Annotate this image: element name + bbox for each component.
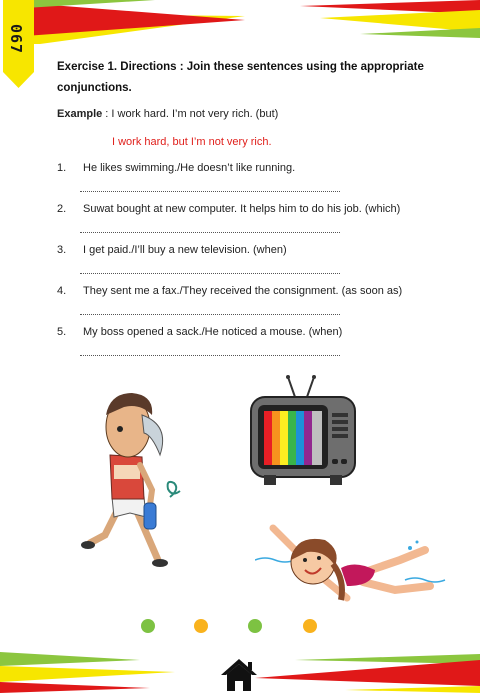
question-5 [57,326,342,338]
question-text: He likes swimming./He doesn’t like running. [83,162,296,174]
answer-line-4[interactable] [80,314,340,315]
example-label: Example [57,108,103,120]
question-text: My boss opened a sack./He noticed a mouse. (when) [83,326,343,338]
question-3 [57,244,287,256]
top-right-stripes [300,0,480,44]
answer-line-3[interactable] [80,273,340,274]
question-number: 4. [57,285,67,297]
question-number: 3. [57,244,67,256]
question-text: I get paid./I’ll buy a new television. (when) [83,244,287,256]
answer-line-5[interactable] [80,355,340,356]
bottom-left-stripes [0,648,215,693]
question-4 [57,285,402,297]
dot-orange-2 [303,619,317,633]
example-answer: I work hard, but I’m not very rich. [112,136,272,148]
question-number: 5. [57,326,67,338]
question-number: 2. [57,203,67,215]
page-number: 067 [7,23,25,55]
home-icon[interactable] [219,657,259,693]
swimming-girl-illustration [255,520,450,625]
question-text: Suwat bought at new computer. It helps him to do his job. (which) [83,203,401,215]
television-illustration [250,375,356,487]
question-2 [57,203,400,215]
question-1 [57,162,295,174]
question-text: They sent me a fax./They received the consignment. (as soon as) [83,285,403,297]
answer-line-1[interactable] [80,191,340,192]
dot-green-2 [248,619,262,633]
question-number: 1. [57,162,67,174]
dot-orange-1 [194,619,208,633]
example-line [57,108,278,120]
exercise-title: Exercise 1. Directions : Join these sentences using the appropriate conjunctions. [57,61,424,94]
dot-green-1 [141,619,155,633]
bottom-right-stripes [255,648,480,693]
example-text: : I work hard. I’m not very rich. (but) [102,108,279,120]
running-man-illustration [80,385,190,570]
answer-line-2[interactable] [80,232,340,233]
